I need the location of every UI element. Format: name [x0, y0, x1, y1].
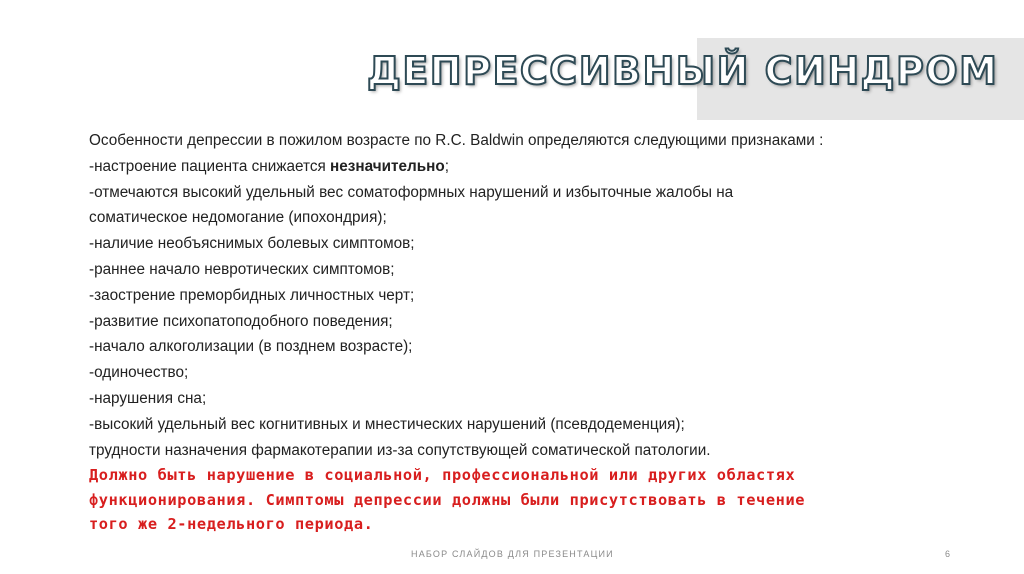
mood-prefix: -настроение пациента снижается	[89, 157, 331, 175]
body-line-loneliness: -одиночество;	[89, 364, 189, 382]
mood-suffix: ;	[444, 157, 449, 175]
body-line-psychopathic: -развитие психопатоподобного поведения;	[89, 312, 393, 330]
emphasis-line-1: Должно быть нарушение в социальной, профессиональной или других областях	[89, 466, 796, 485]
emphasis-line-2: функционирования. Симптомы депрессии должны были присутствовать в течение	[89, 490, 806, 509]
mood-bold: незначительно	[330, 157, 445, 175]
body-line-mood	[89, 154, 969, 180]
page-number: 6	[945, 549, 951, 559]
body-line-somatoform: -отмечаются высокий удельный вес соматоформных нарушений и избыточные жалобы на	[89, 183, 734, 201]
footer-text: НАБОР СЛАЙДОВ ДЛЯ ПРЕЗЕНТАЦИИ	[411, 549, 614, 559]
body-line-cognitive: -высокий удельный вес когнитивных и мнестических нарушений (псевдодеменция);	[89, 415, 685, 433]
body-line-neurotic: -раннее начало невротических симптомов;	[89, 260, 395, 278]
slide-title: ДЕПРЕССИВНЫЙ СИНДРОМ	[367, 49, 999, 93]
body-line-hypochondria: соматическое недомогание (ипохондрия);	[89, 209, 387, 227]
body-line-sleep: -нарушения сна;	[89, 389, 207, 407]
body-line-alcohol: -начало алкоголизации (в позднем возрасте);	[89, 338, 413, 356]
body-line-premorbid: -заострение преморбидных личностных черт;	[89, 286, 415, 304]
body-line-pain: -наличие необъяснимых болевых симптомов;	[89, 235, 415, 253]
slide-body	[89, 128, 969, 537]
body-line-intro: Особенности депрессии в пожилом возрасте по R.C. Baldwin определяются следующими признаками :	[89, 132, 824, 149]
body-line-pharmacotherapy: трудности назначения фармакотерапии из-за сопутствующей соматической патологии.	[89, 441, 711, 459]
emphasis-line-3: того же 2-недельного периода.	[89, 515, 374, 534]
